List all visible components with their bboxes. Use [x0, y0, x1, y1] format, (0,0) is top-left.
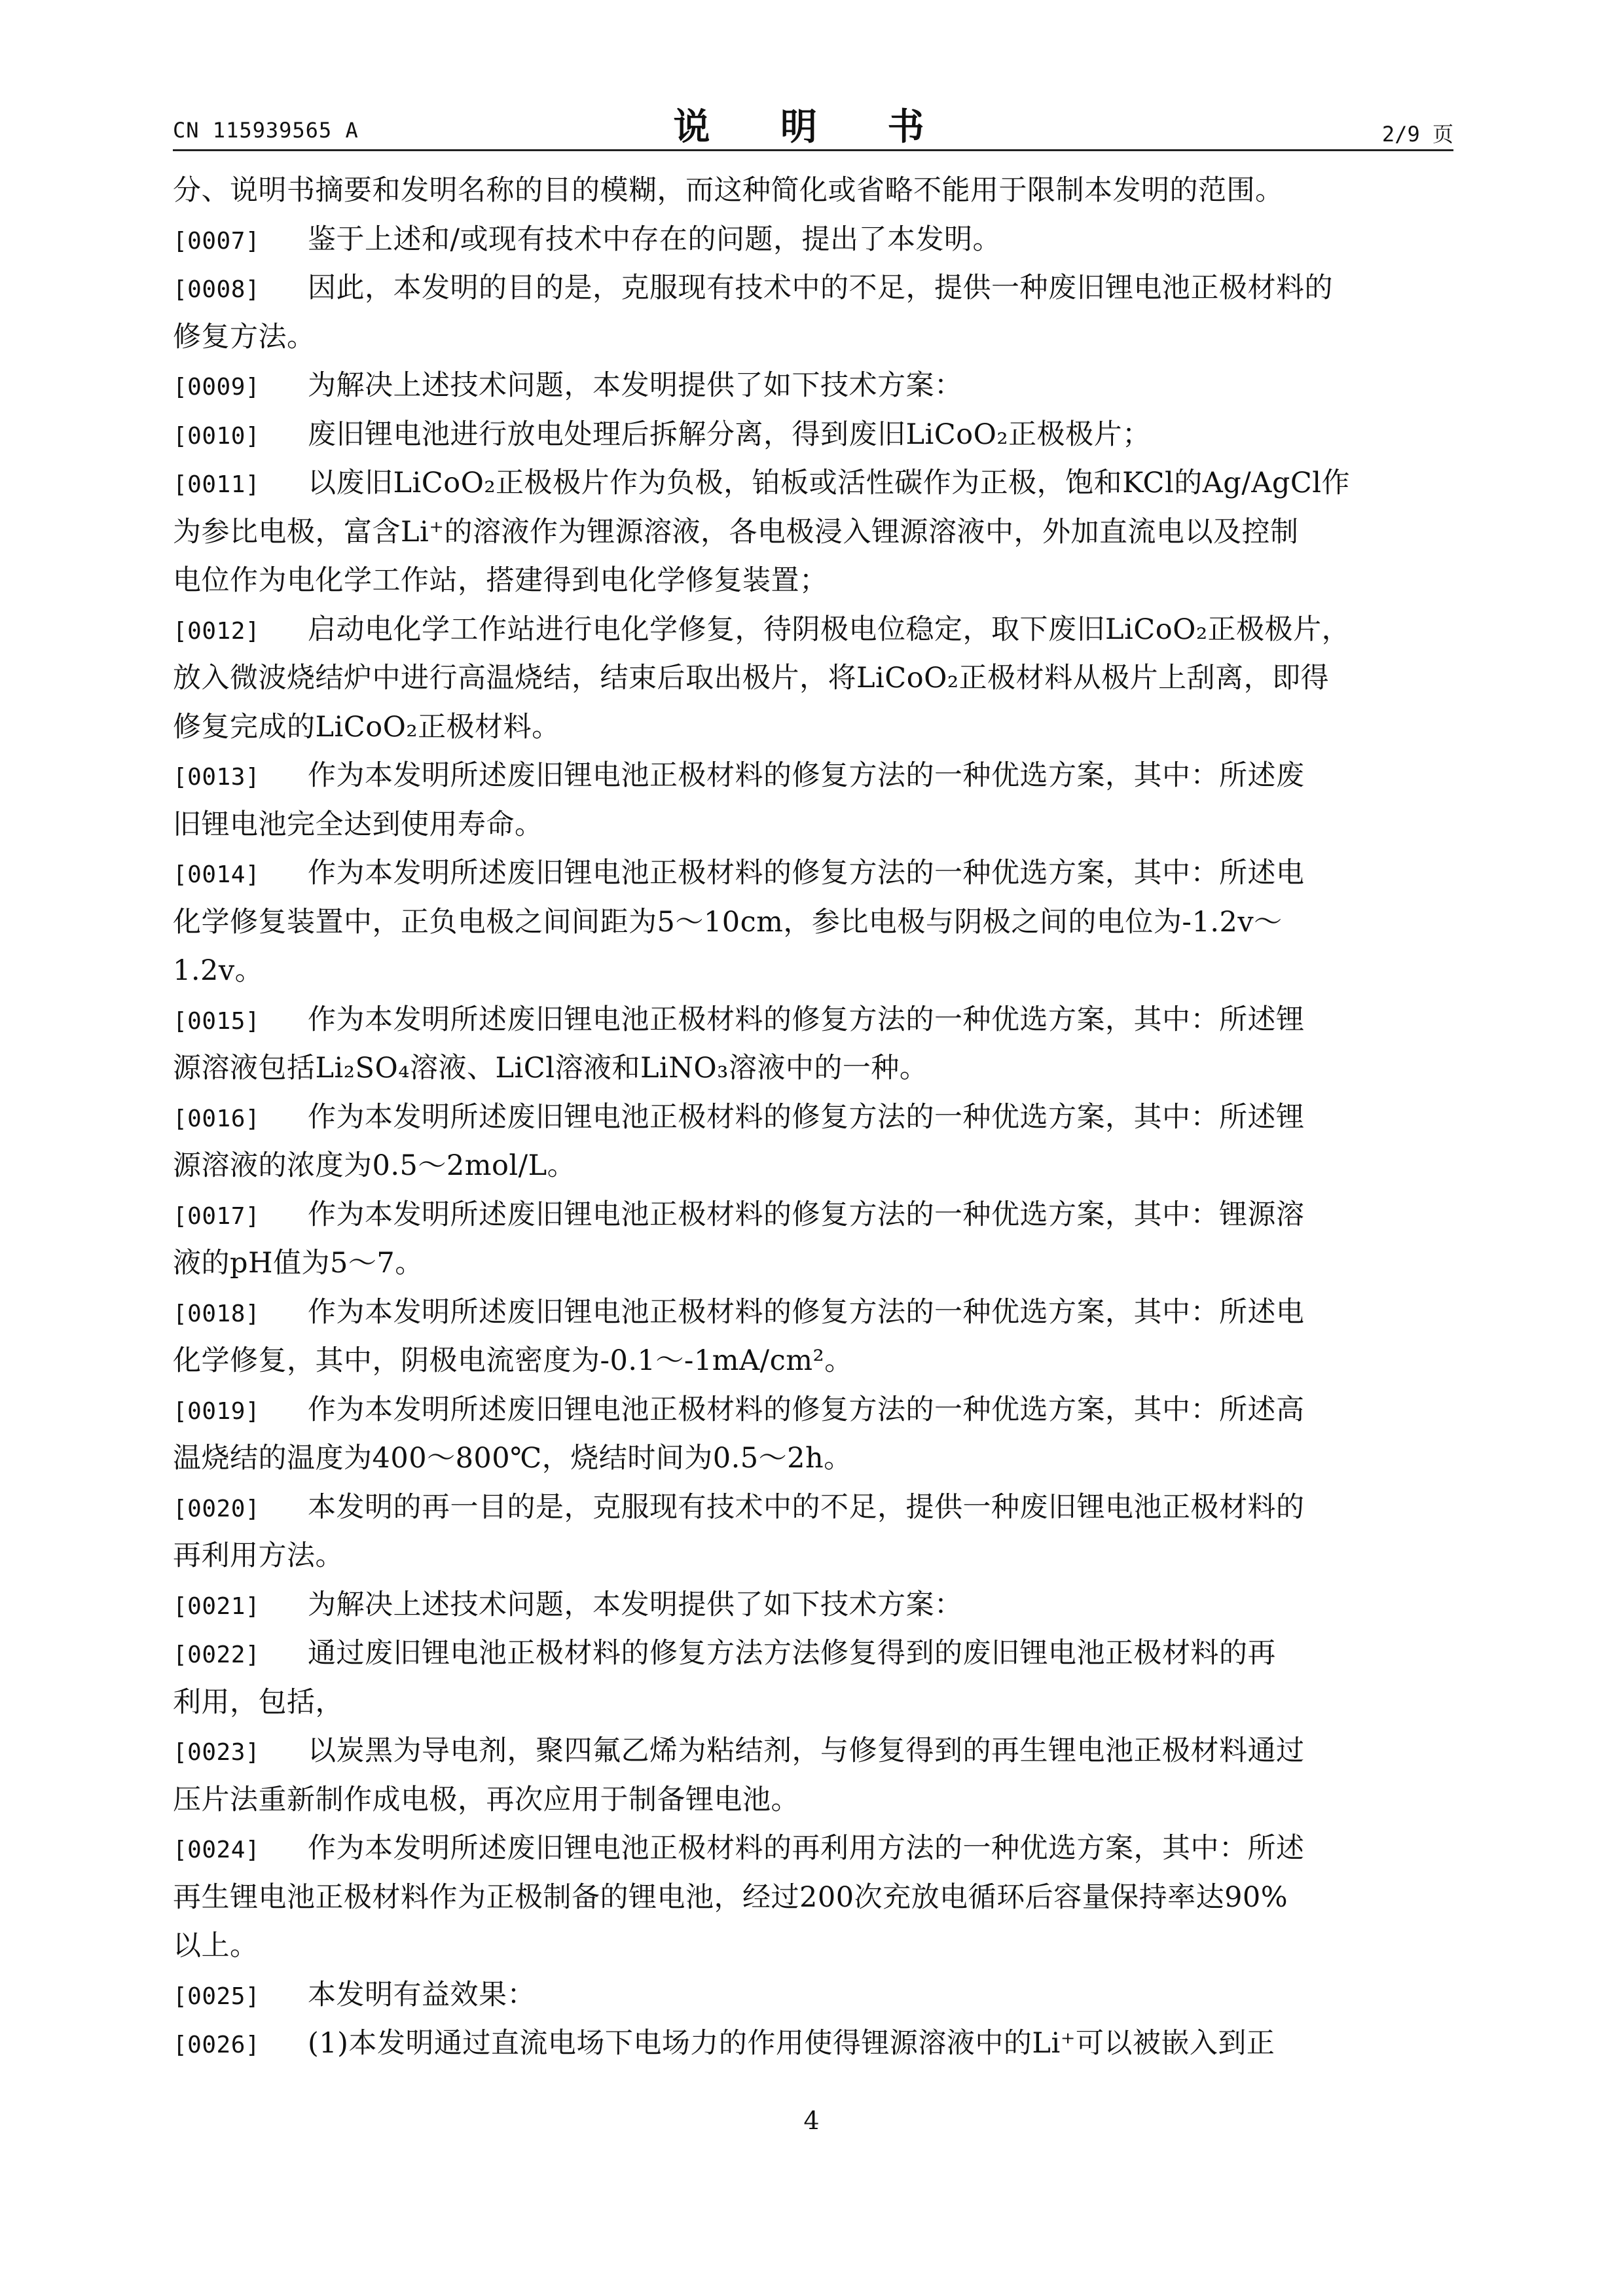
- paragraph-number: [0014]: [173, 861, 261, 888]
- line-text: 再利用方法。: [173, 1539, 344, 1572]
- line-text: 本发明有益效果：: [308, 1978, 536, 2011]
- continuation-line: [173, 1141, 1453, 1191]
- paragraph-number: [0009]: [173, 374, 261, 401]
- continuation-line: [173, 1922, 1453, 1971]
- paragraph-line: [173, 1288, 1453, 1337]
- line-text: 再生锂电池正极材料作为正极制备的锂电池，经过200次充放电循环后容量保持率达90%: [173, 1880, 1288, 1914]
- continuation-line: [173, 703, 1453, 752]
- document-title: 说 明 书: [673, 106, 953, 149]
- continuation-line: [173, 1678, 1453, 1727]
- paragraph-number: [0012]: [173, 617, 261, 645]
- paragraph-line: [173, 1581, 1453, 1630]
- paragraph-number: [0015]: [173, 1007, 261, 1035]
- page-number: 4: [803, 2106, 820, 2135]
- line-text: (1)本发明通过直流电场下电场力的作用使得锂源溶液中的Li⁺可以被嵌入到正: [308, 2027, 1275, 2060]
- paragraph-number: [0011]: [173, 471, 261, 498]
- line-text: 作为本发明所述废旧锂电池正极材料的修复方法的一种优选方案，其中：锂源溶: [308, 1198, 1305, 1231]
- line-text: 温烧结的温度为400～800℃，烧结时间为0.5～2h。: [173, 1442, 852, 1475]
- continuation-line: [173, 1336, 1453, 1386]
- continuation-line: [173, 1434, 1453, 1483]
- continuation-line: [173, 556, 1453, 605]
- paragraph-line: [173, 1629, 1453, 1678]
- line-text: 通过废旧锂电池正极材料的修复方法方法修复得到的废旧锂电池正极材料的再: [308, 1637, 1276, 1670]
- line-text: 作为本发明所述废旧锂电池正极材料的修复方法的一种优选方案，其中：所述高: [308, 1393, 1305, 1426]
- paragraph-number: [0017]: [173, 1202, 261, 1230]
- line-text: 修复方法。: [173, 320, 316, 353]
- paragraph-line: [173, 459, 1453, 508]
- paragraph-number: [0013]: [173, 764, 261, 791]
- line-text: 修复完成的LiCoO₂正极材料。: [173, 710, 560, 744]
- paragraph-number: [0020]: [173, 1495, 261, 1522]
- continuation-line: [173, 1873, 1453, 1922]
- continuation-line: [173, 800, 1453, 850]
- line-text: 启动电化学工作站进行电化学修复，待阴极电位稳定，取下废旧LiCoO₂正极极片，: [308, 613, 1351, 646]
- line-text: 源溶液包括Li₂SO₄溶液、LiCl溶液和LiNO₃溶液中的一种。: [173, 1052, 928, 1085]
- line-text: 因此，本发明的目的是，克服现有技术中的不足，提供一种废旧锂电池正极材料的: [308, 272, 1333, 304]
- line-text: 旧锂电池完全达到使用寿命。: [173, 808, 543, 841]
- page-header: [173, 98, 1453, 149]
- line-text: 为参比电极，富含Li⁺的溶液作为锂源溶液，各电极浸入锂源溶液中，外加直流电以及控制: [173, 515, 1299, 548]
- paragraph-number: [0016]: [173, 1105, 261, 1132]
- paragraph-number: [0007]: [173, 227, 261, 255]
- line-text: 液的pH值为5～7。: [173, 1247, 424, 1280]
- paragraph-line: [173, 1971, 1453, 2020]
- paragraph-number: [0026]: [173, 2032, 261, 2058]
- line-text: 以废旧LiCoO₂正极极片作为负极，铂板或活性碳作为正极，饱和KCl的Ag/AgCl作: [308, 467, 1351, 499]
- paragraph-line: [173, 996, 1453, 1045]
- page-indicator: 2/9 页: [1381, 122, 1453, 147]
- continuation-line: [173, 1532, 1453, 1581]
- line-text: 放入微波烧结炉中进行高温烧结，结束后取出极片，将LiCoO₂正极材料从极片上刮离，即得: [173, 662, 1330, 694]
- paragraph-line: [173, 410, 1453, 459]
- continuation-line: [173, 946, 1453, 996]
- paragraph-number: [0024]: [173, 1837, 261, 1863]
- line-text: 作为本发明所述废旧锂电池正极材料的修复方法的一种优选方案，其中：所述锂: [308, 1100, 1305, 1134]
- continuation-line: [173, 1044, 1453, 1093]
- line-text: 鉴于上述和/或现有技术中存在的问题，提出了本发明。: [308, 223, 1001, 256]
- paragraph-line: [173, 751, 1453, 800]
- line-text: 以上。: [173, 1929, 259, 1962]
- line-text: 本发明的再一目的是，克服现有技术中的不足，提供一种废旧锂电池正极材料的: [308, 1490, 1305, 1524]
- line-text: 为解决上述技术问题，本发明提供了如下技术方案：: [308, 1588, 963, 1621]
- line-text: 作为本发明所述废旧锂电池正极材料的修复方法的一种优选方案，其中：所述电: [308, 857, 1305, 889]
- paragraph-number: [0010]: [173, 422, 261, 450]
- line-text: 化学修复装置中，正负电极之间间距为5～10cm，参比电极与阴极之间的电位为-1.2v～: [173, 905, 1283, 939]
- paragraph-number: [0022]: [173, 1641, 261, 1668]
- paragraph-number: [0021]: [173, 1592, 261, 1620]
- paragraph-number: [0018]: [173, 1300, 261, 1327]
- paragraph-line: [173, 361, 1453, 410]
- paragraph-line: [173, 1824, 1453, 1873]
- line-text: 作为本发明所述废旧锂电池正极材料的再利用方法的一种优选方案，其中：所述: [308, 1832, 1305, 1865]
- continuation-line: [173, 313, 1453, 362]
- paragraph-line: [173, 849, 1453, 898]
- line-text: 源溶液的浓度为0.5～2mol/L。: [173, 1149, 576, 1182]
- line-text: 1.2v。: [173, 954, 264, 987]
- line-text: 废旧锂电池进行放电处理后拆解分离，得到废旧LiCoO₂正极极片；: [308, 418, 1151, 451]
- line-text: 作为本发明所述废旧锂电池正极材料的修复方法的一种优选方案，其中：所述废: [308, 759, 1305, 792]
- paragraph-line: [173, 605, 1453, 655]
- line-text: 利用，包括，: [173, 1685, 344, 1719]
- continuation-line: [173, 166, 1453, 215]
- continuation-line: [173, 1776, 1453, 1825]
- document-body: [173, 166, 1453, 2068]
- paragraph-line: [173, 215, 1453, 264]
- paragraph-line: [173, 1727, 1453, 1776]
- line-text: 电位作为电化学工作站，搭建得到电化学修复装置；: [173, 564, 828, 597]
- publication-number: CN 115939565 A: [173, 118, 359, 143]
- paragraph-number: [0023]: [173, 1739, 261, 1766]
- paragraph-number: [0019]: [173, 1397, 261, 1425]
- paragraph-number: [0025]: [173, 1982, 261, 2010]
- line-text: 作为本发明所述废旧锂电池正极材料的修复方法的一种优选方案，其中：所述电: [308, 1295, 1305, 1329]
- paragraph-line: [173, 2019, 1453, 2068]
- header-rule: [173, 149, 1453, 151]
- paragraph-line: [173, 1483, 1453, 1532]
- paragraph-line: [173, 1191, 1453, 1240]
- line-text: 为解决上述技术问题，本发明提供了如下技术方案：: [308, 369, 963, 402]
- paragraph-number: [0008]: [173, 276, 261, 303]
- line-text: 化学修复，其中，阴极电流密度为-0.1～-1mA/cm²。: [173, 1344, 853, 1377]
- line-text: 以炭黑为导电剂，聚四氟乙烯为粘结剂，与修复得到的再生锂电池正极材料通过: [308, 1734, 1305, 1767]
- continuation-line: [173, 508, 1453, 557]
- paragraph-line: [173, 264, 1453, 313]
- continuation-line: [173, 1239, 1453, 1288]
- continuation-line: [173, 898, 1453, 947]
- paragraph-line: [173, 1093, 1453, 1142]
- paragraph-line: [173, 1386, 1453, 1435]
- line-text: 作为本发明所述废旧锂电池正极材料的修复方法的一种优选方案，其中：所述锂: [308, 1003, 1305, 1036]
- line-text: 分、说明书摘要和发明名称的目的模糊，而这种简化或省略不能用于限制本发明的范围。: [173, 174, 1284, 207]
- line-text: 压片法重新制作成电极，再次应用于制备锂电池。: [173, 1783, 799, 1816]
- continuation-line: [173, 654, 1453, 703]
